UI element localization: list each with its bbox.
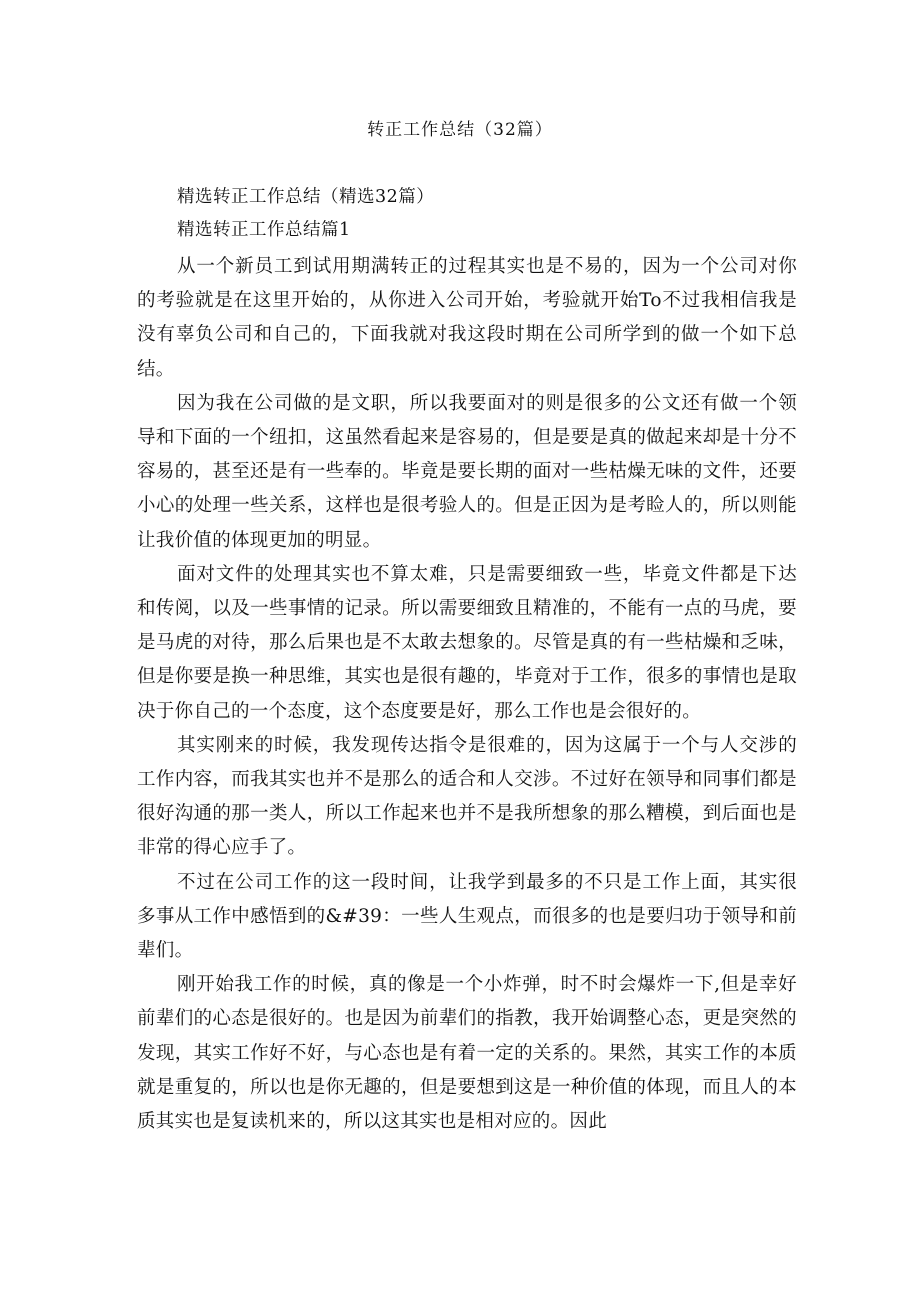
document-subtitle: 精选转正工作总结（精选32篇） xyxy=(177,187,435,207)
paragraph-4: 其实刚来的时候，我发现传达指令是很难的，因为这属于一个与人交涉的工作内容，而我其实也并不是那么的适合和人交涉。不过好在领导和同事们都是很好沟通的那一类人，所以工作起来也并不是我所想象的那么糟模，到后面也是非常的得心应手了。 xyxy=(137,734,797,859)
document-title: 转正工作总结（32篇） xyxy=(367,120,553,140)
paragraph-3: 面对文件的处理其实也不算太难，只是需要细致一些，毕竟文件都是下达和传阅，以及一些事情的记录。所以需要细致且精准的，不能有一点的马虎，要是马虎的对待，那么后果也是不太敢去想象的。尽管是真的有一些枯燥和乏味，但是你要是换一种思维，其实也是很有趣的，毕竟对于工作，很多的事情也是取决于你自己的一个态度，这个态度要是好，那么工作也是会很好的。 xyxy=(137,563,797,722)
document-body xyxy=(137,250,797,1139)
paragraph-6: 刚开始我工作的时候，真的像是一个小炸弹，时不时会爆炸一下,但是幸好前辈们的心态是很好的。也是因为前辈们的指教，我开始调整心态，更是突然的发现，其实工作好不好，与心态也是有着一定的关系的。果然，其实工作的本质就是重复的，所以也是你无趣的，但是要想到这是一种价值的体现，而且人的本质其实也是复读机来的，所以这其实也是相对应的。因此 xyxy=(137,974,797,1133)
paragraph-1: 从一个新员工到试用期满转正的过程其实也是不易的，因为一个公司对你的考验就是在这里开始的，从你进入公司开始，考验就开始To不过我相信我是没有辜负公司和自己的，下面我就对我这段时期在公司所学到的做一个如下总结。 xyxy=(137,256,797,380)
paragraph-2: 因为我在公司做的是文职，所以我要面对的则是很多的公文还有做一个领导和下面的一个纽扣，这虽然看起来是容易的，但是要是真的做起来却是十分不容易的，甚至还是有一些奉的。毕竟是要长期的面对一些枯燥无味的文件，还要小心的处理一些关系，这样也是很考验人的。但是正因为是考睑人的，所以则能让我价值的体现更加的明显。 xyxy=(137,392,797,551)
paragraph-5: 不过在公司工作的这一段时间，让我学到最多的不只是工作上面，其实很多事从工作中感悟到的&#39：一些人生观点，而很多的也是要归功于领导和前辈们。 xyxy=(137,871,797,962)
section-heading: 精选转正工作总结篇1 xyxy=(177,220,351,240)
